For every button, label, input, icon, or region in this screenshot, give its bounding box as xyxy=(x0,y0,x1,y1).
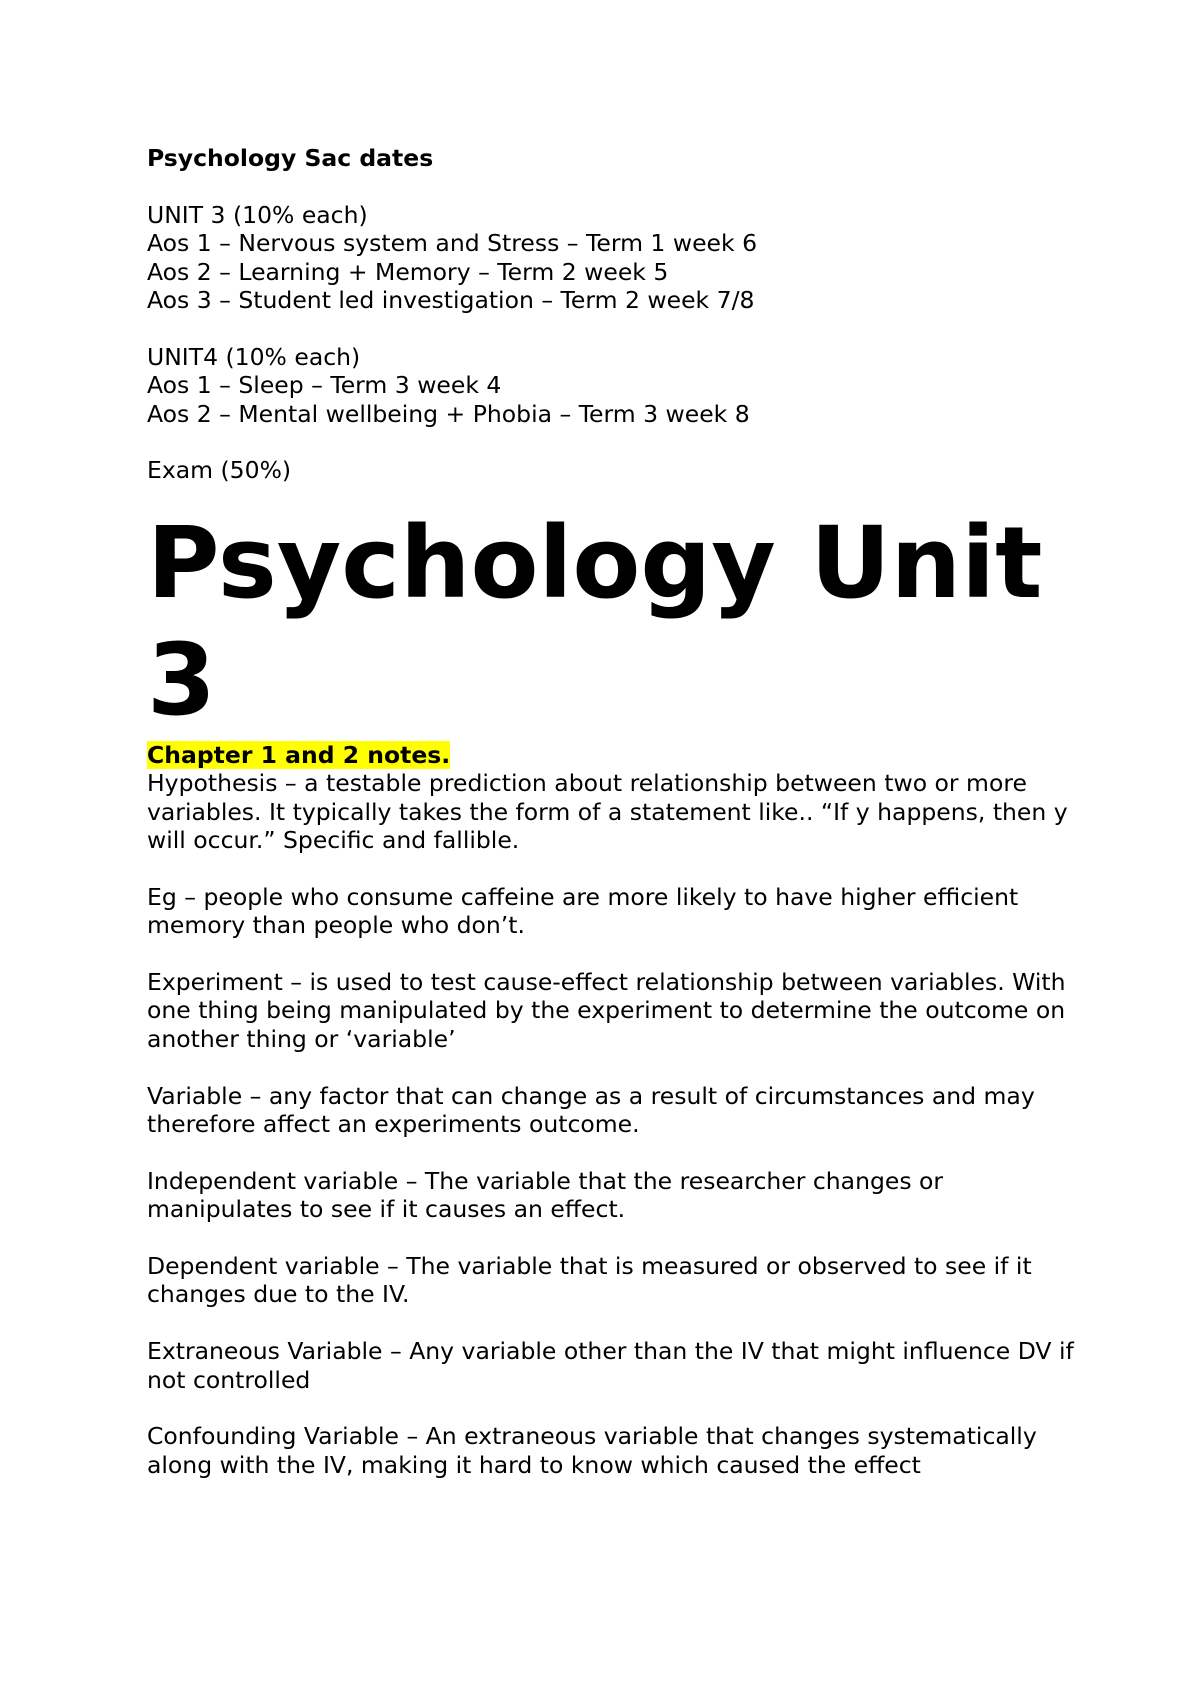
unit3-aos-3: Aos 3 – Student led investigation – Term 2 week 7/8 xyxy=(147,286,755,315)
definition-independent-variable: Independent variable – The variable that the researcher changes or manipulates to see if it causes an effect. xyxy=(147,1166,944,1224)
spacer xyxy=(147,1309,1087,1337)
exam-weighting: Exam (50%) xyxy=(147,456,292,485)
unit3-aos-2: Aos 2 – Learning + Memory – Term 2 week 5 xyxy=(147,257,669,286)
example-hypothesis: Eg – people who consume caffeine are more likely to have higher efficient memory than people who don’t. xyxy=(147,882,1019,940)
unit3-aos-1: Aos 1 – Nervous system and Stress – Term 1 week 6 xyxy=(147,229,758,258)
spacer xyxy=(147,854,1087,882)
spacer xyxy=(147,940,1087,968)
spacer xyxy=(147,1053,1087,1081)
definition-confounding-variable: Confounding Variable – An extraneous variable that changes systematically along with the IV, making it hard to know which caused the effect xyxy=(147,1422,1037,1479)
spacer xyxy=(147,1224,1087,1252)
spacer xyxy=(147,172,1087,200)
spacer xyxy=(147,428,1087,456)
definition-dependent-variable: Dependent variable – The variable that is measured or observed to see if it changes due to the IV. xyxy=(147,1252,1032,1309)
spacer xyxy=(147,1394,1087,1422)
document-page xyxy=(147,144,1087,1479)
definition-variable: Variable – any factor that can change as a result of circumstances and may therefore affect an experiments outcome. xyxy=(147,1081,1035,1139)
notes-heading: Chapter 1 and 2 notes. xyxy=(147,740,451,769)
definition-extraneous-variable: Extraneous Variable – Any variable other than the IV that might influence DV if not controlled xyxy=(147,1337,1074,1394)
unit3-header: UNIT 3 (10% each) xyxy=(147,200,368,229)
spacer xyxy=(147,314,1087,342)
definition-experiment: Experiment – is used to test cause-effect relationship between variables. With one thing being manipulated by the experiment to determine the outcome on another thing or ‘variable’ xyxy=(147,968,1066,1053)
unit-title: Psychology Unit 3 xyxy=(147,505,1043,738)
unit4-header: UNIT4 (10% each) xyxy=(147,342,361,371)
unit4-aos-2: Aos 2 – Mental wellbeing + Phobia – Term 3 week 8 xyxy=(147,399,750,428)
definition-hypothesis: Hypothesis – a testable prediction about relationship between two or more variables. It typically takes the form of a statement like.. “If y happens, then y will occur.” Specific and fallible. xyxy=(147,769,1068,855)
sac-heading: Psychology Sac dates xyxy=(147,144,434,172)
spacer xyxy=(147,1138,1087,1166)
unit4-aos-1: Aos 1 – Sleep – Term 3 week 4 xyxy=(147,371,502,400)
